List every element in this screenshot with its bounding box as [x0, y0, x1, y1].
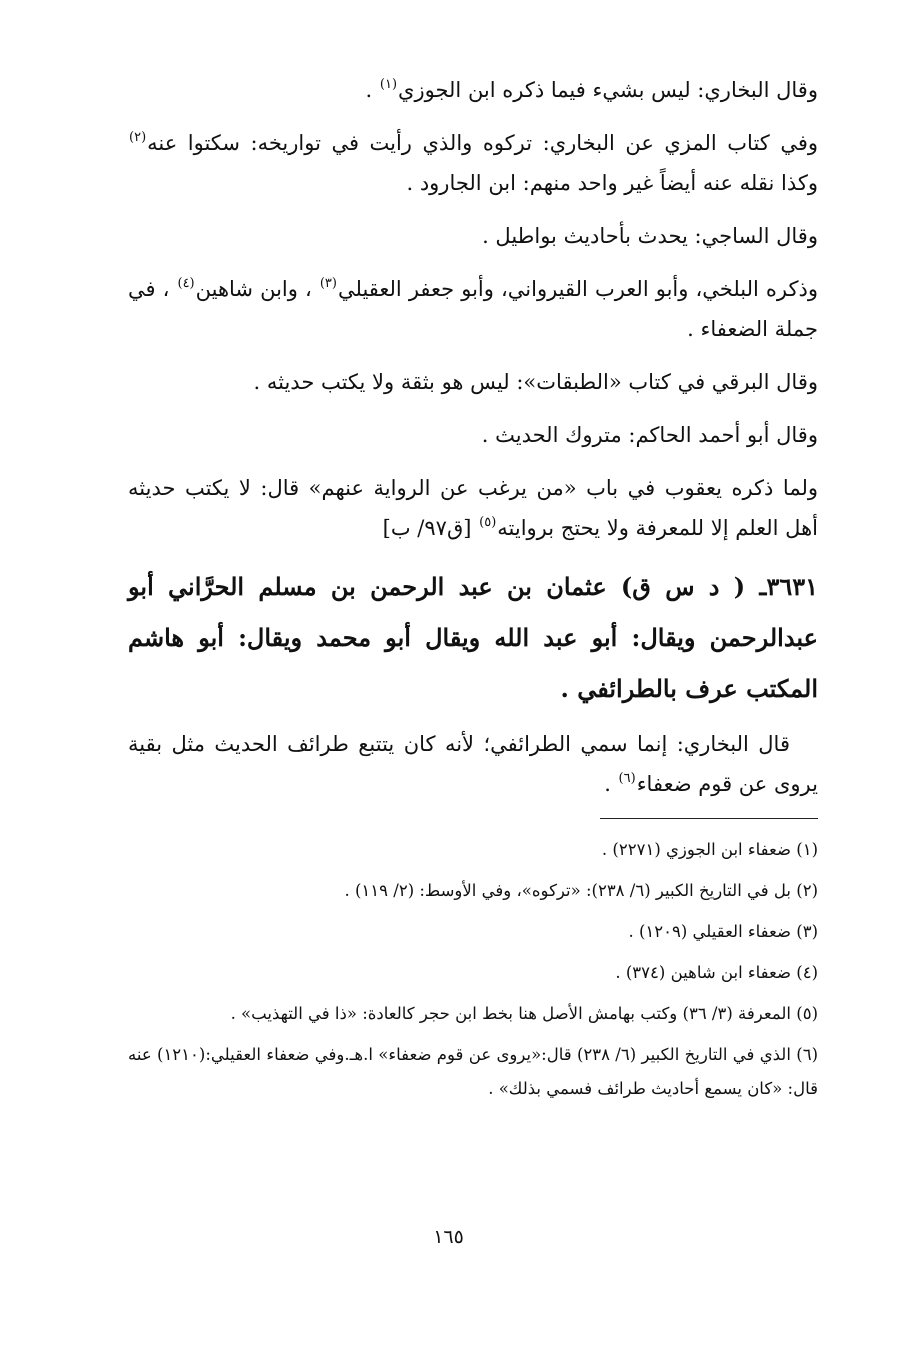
paragraph-hakim: وقال أبو أحمد الحاكم: متروك الحديث .: [481, 423, 818, 447]
footnote-ref-4[interactable]: (٤): [177, 276, 195, 291]
footnote-ref-3[interactable]: (٣): [319, 276, 337, 291]
paragraph-yaqub: ولما ذكره يعقوب في باب «من يرغب عن الرواية عنهم» قال: لا يكتب حديثه أهل العلم إلا للمعرفة ولا يحتج بروايته$^{(٥)}$ [ق٩٧/ ب]: [128, 476, 818, 540]
page-number: ١٦٥: [433, 1226, 464, 1248]
footnotes: [128, 833, 818, 1106]
paragraph-balkhi: وذكره البلخي، وأبو العرب القيرواني، وأبو جعفر العقيلي$^{(٣)}$ ، وابن شاهين$^{(٤)}$ ، في جملة الضعفاء .: [128, 276, 818, 341]
paragraph-bukhari-taraifi: قال البخاري: إنما سمي الطرائفي؛ لأنه كان يتتبع طرائف الحديث مثل بقية يروى عن قوم ضعفاء$^{(٦)}$ .: [128, 732, 818, 796]
paragraph-barqi: وقال البرقي في كتاب «الطبقات»: ليس هو بثقة ولا يكتب حديثه .: [253, 370, 818, 394]
footnote-ref-2[interactable]: (٢): [129, 130, 147, 145]
footnote-6: (٦) الذي في التاريخ الكبير (٦/ ٢٣٨) قال:«يروى عن قوم ضعفاء» ا.هـ.وفي ضعفاء العقيلي:(١٢١٠) عنه قال: «كان يسمع أحاديث طرائف فسمي بذلك» .: [128, 1045, 818, 1098]
footnote-4: (٤) ضعفاء ابن شاهين (٣٧٤) .: [615, 963, 818, 982]
footnote-divider: [600, 818, 818, 819]
page-body: [128, 66, 818, 1113]
footnote-ref-1[interactable]: (١): [379, 77, 398, 92]
footnote-5: (٥) المعرفة (٣/ ٣٦) وكتب بهامش الأصل هنا بخط ابن حجر كالعادة: «ذا في التهذيب» .: [230, 1004, 818, 1023]
entry-heading: ٣٦٣١ـ ( د س ق) عثمان بن عبد الرحمن بن مسلم الحرَّاني أبو عبدالرحمن ويقال: أبو عبد الله ويقال أبو محمد ويقال: أبو هاشم المكتب عرف بالطرائفي .: [128, 572, 818, 703]
footnote-ref-6[interactable]: (٦): [618, 771, 636, 786]
paragraph-bukhari-jawzi: وقال البخاري: ليس بشيء فيما ذكره ابن الجوزي$^{(١)}$ .: [365, 77, 818, 102]
footnote-2: (٢) بل في التاريخ الكبير (٦/ ٢٣٨): «تركوه»، وفي الأوسط: (٢/ ١١٩) .: [344, 881, 818, 900]
footnote-1: (١) ضعفاء ابن الجوزي (٢٢٧١) .: [601, 840, 818, 859]
footnote-3: (٣) ضعفاء العقيلي (١٢٠٩) .: [628, 922, 818, 941]
paragraph-saji: وقال الساجي: يحدث بأحاديث بواطيل .: [482, 224, 818, 248]
paragraph-mizzi: وفي كتاب المزي عن البخاري: تركوه والذي رأيت في تواريخه: سكتوا عنه$^{(٢)}$ وكذا نقله عنه أيضاً غير واحد منهم: ابن الجارود .: [129, 130, 818, 195]
footnote-ref-5[interactable]: (٥): [479, 515, 497, 530]
